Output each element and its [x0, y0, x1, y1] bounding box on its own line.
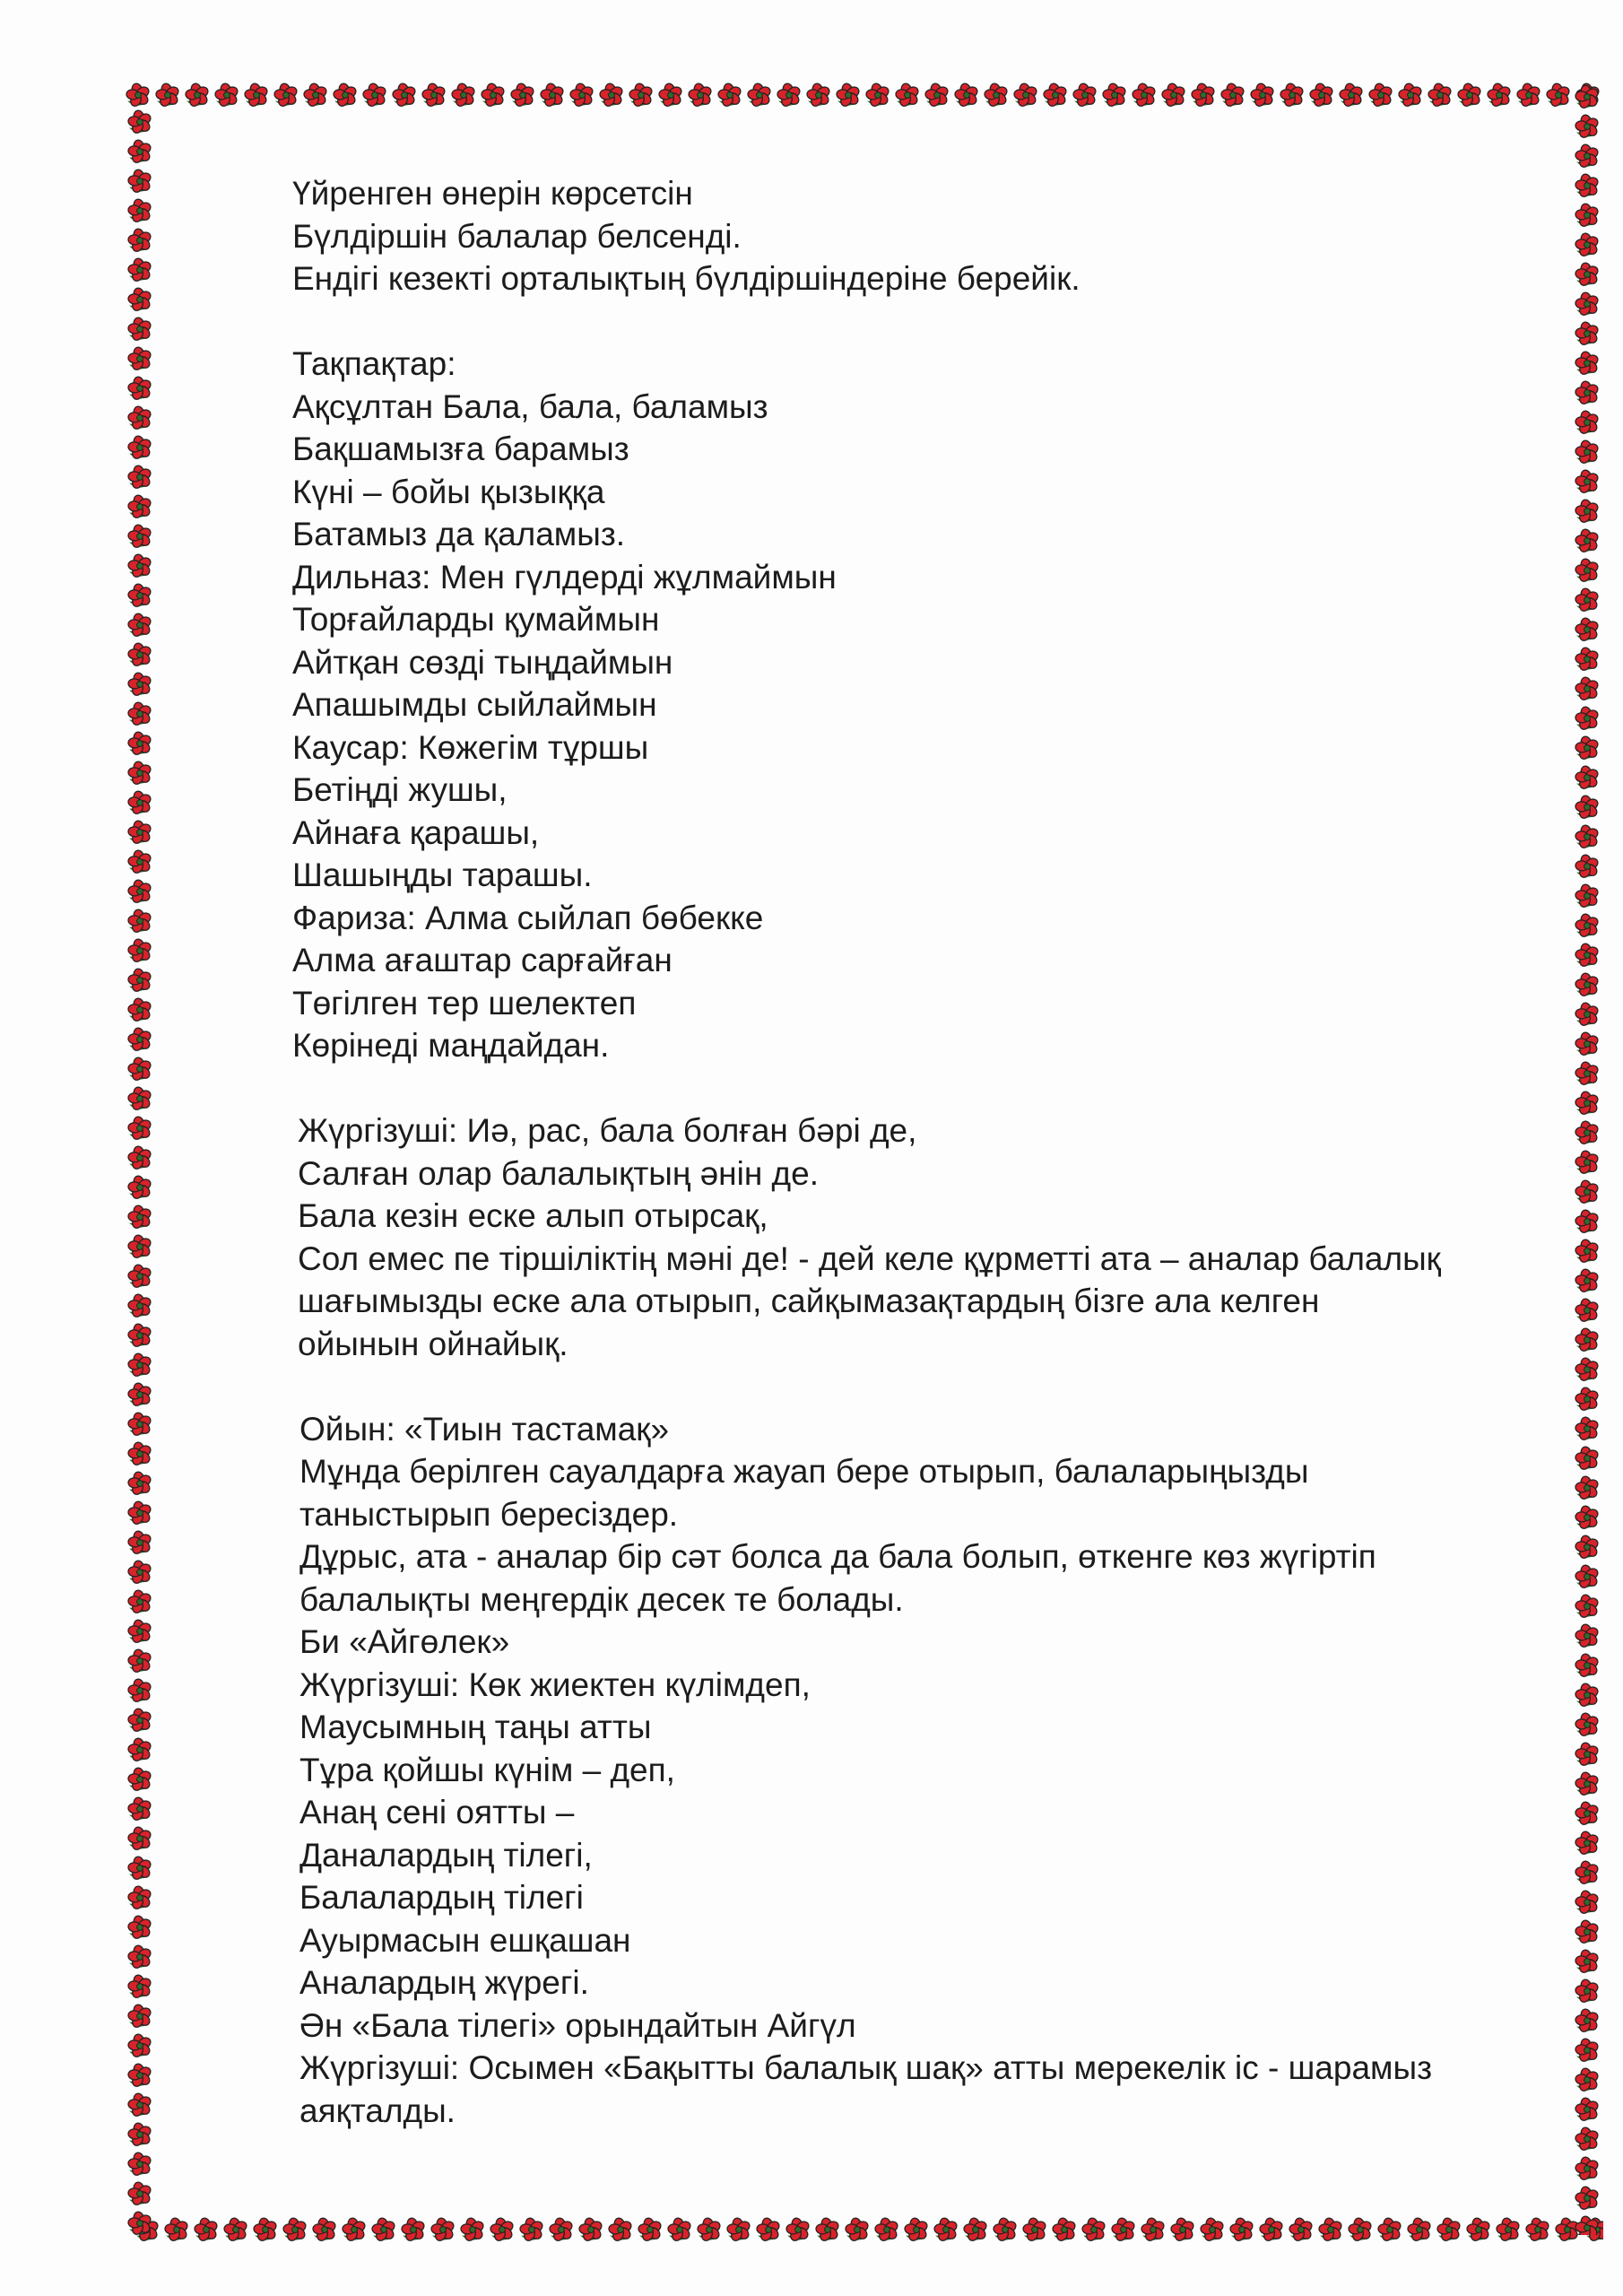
text-line: Ендігі кезекті орталықтың бүлдіршіндеріне берейік.	[292, 260, 1081, 297]
flower-icon	[1071, 81, 1100, 109]
flower-icon	[153, 81, 183, 109]
text-line: Жүргізуші: Иә, рас, бала болған бәрі де,	[298, 1112, 917, 1149]
flower-icon	[577, 2215, 606, 2244]
text-line: Батамыз да қаламыз.	[292, 516, 626, 552]
flower-icon	[745, 81, 775, 109]
flower-icon	[1011, 81, 1041, 109]
flower-icon	[1198, 2215, 1228, 2244]
flower-icon	[1573, 83, 1602, 111]
text-line: Ауырмасын ешқашан	[299, 1921, 631, 1959]
flower-icon	[126, 2120, 155, 2149]
flower-icon	[126, 611, 155, 639]
flower-icon	[1405, 2215, 1435, 2244]
flower-icon	[281, 2215, 310, 2244]
flower-icon	[754, 2215, 784, 2244]
flower-icon	[1346, 2215, 1376, 2244]
flower-icon	[126, 1617, 155, 1646]
flower-icon	[126, 1114, 155, 1143]
flower-icon	[420, 81, 449, 109]
flower-icon	[126, 670, 155, 699]
floral-border-left	[124, 108, 156, 2242]
text-line: Айнаға қарашы,	[292, 813, 540, 851]
flower-icon	[126, 2061, 155, 2090]
flower-icon	[192, 2215, 221, 2244]
flower-icon	[340, 2215, 369, 2244]
text-line: Бетіңді жушы,	[292, 771, 508, 808]
flower-icon	[126, 1676, 155, 1705]
flower-icon	[1337, 81, 1367, 109]
flower-icon	[1573, 142, 1602, 170]
flower-icon	[775, 81, 804, 109]
flower-icon	[1130, 81, 1159, 109]
flower-icon	[804, 81, 834, 109]
flower-icon	[126, 700, 155, 728]
flower-icon	[126, 1854, 155, 1883]
flower-icon	[1041, 81, 1071, 109]
flower-icon	[126, 196, 155, 225]
flower-icon	[126, 936, 155, 965]
flower-icon	[893, 81, 923, 109]
text-line: Торғайларды қумаймын	[292, 601, 660, 638]
flower-icon	[458, 2215, 488, 2244]
flower-icon	[872, 2215, 902, 2244]
flower-icon	[636, 2215, 665, 2244]
flower-icon	[126, 167, 155, 196]
text-line: Салған олар балалықтың әнін де.	[298, 1154, 819, 1192]
flower-icon	[124, 81, 153, 109]
flower-icon	[126, 2091, 155, 2119]
flower-icon	[627, 81, 656, 109]
flower-icon	[126, 1972, 155, 2001]
flower-icon	[1139, 2215, 1168, 2244]
flower-icon	[126, 1173, 155, 1202]
floral-border-top	[124, 79, 1605, 111]
flower-icon	[1316, 2215, 1346, 2244]
text-line: Каусар: Көжегім тұршы	[292, 728, 649, 766]
flower-icon	[1573, 2154, 1602, 2183]
flower-icon	[126, 581, 155, 610]
flower-icon	[1100, 81, 1130, 109]
flower-icon	[126, 1292, 155, 1320]
flower-icon	[547, 2215, 577, 2244]
text-line: Үйренген өнерін көрсетсін	[292, 175, 693, 212]
text-line: Айтқан сөзді тыңдаймын	[292, 643, 673, 681]
flower-icon	[126, 2209, 155, 2238]
flower-icon	[126, 818, 155, 847]
flower-icon	[991, 2215, 1020, 2244]
flower-icon	[923, 81, 952, 109]
text-line: Дильназ: Мен гүлдерді жұлмаймын	[292, 558, 837, 596]
flower-icon	[429, 2215, 458, 2244]
flower-icon	[126, 1647, 155, 1675]
flower-icon	[665, 2215, 695, 2244]
flower-icon	[126, 1499, 155, 1527]
flower-icon	[932, 2215, 961, 2244]
flower-icon	[1228, 2215, 1257, 2244]
flower-icon	[517, 2215, 547, 2244]
flower-icon	[1573, 112, 1602, 141]
flower-icon	[126, 729, 155, 758]
text-line: Бақшамызға барамыз	[292, 430, 629, 467]
flower-icon	[310, 2215, 340, 2244]
floral-border-bottom	[133, 2213, 1603, 2246]
flower-icon	[126, 226, 155, 255]
flower-icon	[242, 81, 272, 109]
flower-icon	[1080, 2215, 1109, 2244]
flower-icon	[961, 2215, 991, 2244]
flower-icon	[126, 1410, 155, 1439]
text-line: Маусымның таңы атты	[299, 1709, 652, 1745]
flower-icon	[126, 788, 155, 817]
flower-icon	[126, 552, 155, 580]
flower-icon	[399, 2215, 429, 2244]
flower-icon	[1544, 81, 1574, 109]
flower-icon	[1159, 81, 1189, 109]
flower-icon	[1367, 81, 1396, 109]
flower-icon	[834, 81, 864, 109]
flower-icon	[538, 81, 568, 109]
flower-icon	[479, 81, 508, 109]
text-line: Жүргізуші: Көк жиектен күлімдеп,	[299, 1665, 811, 1703]
flower-icon	[1396, 81, 1426, 109]
flower-icon	[1278, 81, 1307, 109]
flower-icon	[126, 1913, 155, 1942]
flower-icon	[126, 1144, 155, 1172]
flower-icon	[126, 1351, 155, 1379]
flower-icon	[1050, 2215, 1080, 2244]
text-line: Бала кезін еске алып отырсақ,	[298, 1197, 768, 1234]
flower-icon	[126, 2150, 155, 2179]
flower-icon	[126, 1380, 155, 1409]
flower-icon	[1464, 2215, 1494, 2244]
text-line: Балалардың тілегі	[299, 1879, 584, 1916]
text-line: Апашымды сыйлаймын	[292, 686, 657, 723]
flower-icon	[1257, 2215, 1287, 2244]
flower-icon	[126, 137, 155, 166]
section-heading: Ойын: «Тиын тастамақ»	[299, 1410, 670, 1448]
flower-icon	[126, 433, 155, 462]
text-line: Жүргізуші: Осымен «Бақытты балалық шақ» атты мерекелік іс - шарамыз	[299, 2049, 1433, 2086]
flower-icon	[1573, 2213, 1602, 2235]
flower-icon	[126, 1232, 155, 1261]
text-line: Күні – бойы қызыққа	[292, 473, 605, 510]
flower-icon	[126, 1587, 155, 1616]
flower-icon	[126, 848, 155, 876]
text-line: Тұра қойшы күнім – деп,	[299, 1751, 675, 1788]
flower-icon	[843, 2215, 872, 2244]
text-line: Дұрыс, ата - аналар бір сәт болса да бала болып, өткенге көз жүгіртіп	[299, 1538, 1376, 1575]
flower-icon	[126, 522, 155, 551]
flower-icon	[126, 1203, 155, 1231]
flower-icon	[213, 81, 242, 109]
flower-icon	[126, 344, 155, 373]
flower-icon	[126, 1084, 155, 1113]
flower-icon	[126, 463, 155, 491]
flower-icon	[813, 2215, 843, 2244]
flower-icon	[1189, 81, 1219, 109]
flower-icon	[162, 2215, 192, 2244]
flower-icon	[126, 996, 155, 1024]
flower-icon	[221, 2215, 251, 2244]
flower-icon	[1109, 2215, 1139, 2244]
text-line: Аналардың жүрегі.	[299, 1964, 589, 2001]
flower-icon	[1219, 81, 1248, 109]
flower-icon	[864, 81, 893, 109]
flower-icon	[126, 1528, 155, 1557]
intro-block	[292, 172, 1584, 300]
flower-icon	[695, 2215, 725, 2244]
text-line: Би «Айгөлек»	[299, 1623, 510, 1660]
flower-icon	[449, 81, 479, 109]
text-line: шағымызды еске ала отырып, сайқымазақтардың бізге ала келген	[298, 1283, 1320, 1319]
flower-icon	[126, 759, 155, 787]
flower-icon	[126, 1824, 155, 1853]
flower-icon	[126, 877, 155, 906]
flower-icon	[126, 1943, 155, 1971]
flower-icon	[126, 108, 155, 136]
flower-icon	[126, 907, 155, 935]
flower-icon	[1376, 2215, 1405, 2244]
flower-icon	[331, 81, 360, 109]
flower-icon	[369, 2215, 399, 2244]
host-speech-block	[298, 1109, 1584, 1365]
flower-icon	[126, 1055, 155, 1083]
flower-icon	[686, 81, 716, 109]
flower-icon	[126, 2002, 155, 2031]
text-line: аяқталды.	[299, 2092, 456, 2129]
flower-icon	[1455, 81, 1485, 109]
flower-icon	[784, 2215, 813, 2244]
flower-icon	[126, 2179, 155, 2208]
flower-icon	[126, 640, 155, 669]
text-line: Бүлдіршін балалар белсенді.	[292, 217, 742, 255]
flower-icon	[1485, 81, 1515, 109]
flower-icon	[126, 1706, 155, 1735]
document-text	[292, 172, 1584, 2132]
flower-icon	[126, 1765, 155, 1794]
text-line: Анаң сені оятты –	[299, 1794, 575, 1831]
flower-icon	[390, 81, 420, 109]
text-line: Ақсұлтан Бала, бала, баламыз	[292, 387, 768, 425]
flower-icon	[952, 81, 982, 109]
flower-icon	[1494, 2215, 1523, 2244]
flower-icon	[1287, 2215, 1316, 2244]
text-line: Алма ағаштар сарғайған	[292, 942, 673, 978]
text-line: Шашыңды тарашы.	[292, 857, 593, 893]
text-line: Көрінеді маңдайдан.	[292, 1027, 610, 1064]
flower-icon	[1020, 2215, 1050, 2244]
flower-icon	[126, 1025, 155, 1054]
flower-icon	[488, 2215, 517, 2244]
section-heading: Тақпақтар:	[292, 345, 456, 382]
flower-icon	[1573, 2184, 1602, 2213]
flower-icon	[126, 1883, 155, 1912]
flower-icon	[126, 1735, 155, 1764]
flower-icon	[1435, 2215, 1464, 2244]
flower-icon	[272, 81, 301, 109]
flower-icon	[1515, 81, 1544, 109]
flower-icon	[716, 81, 745, 109]
flower-icon	[301, 81, 331, 109]
text-line: Мұнда берілген сауалдарға жауап бере отырып, балаларыңызды	[299, 1453, 1309, 1490]
flower-icon	[597, 81, 627, 109]
flower-icon	[126, 315, 155, 344]
flower-icon	[656, 81, 686, 109]
text-line: Төгілген тер шелектеп	[292, 984, 637, 1022]
flower-icon	[126, 2031, 155, 2060]
flower-icon	[251, 2215, 281, 2244]
flower-icon	[1307, 81, 1337, 109]
text-line: таныстырып бересіздер.	[299, 1495, 679, 1533]
flower-icon	[1523, 2215, 1553, 2244]
text-line: Сол емес пе тіршіліктің мәні де! - дей келе құрметті ата – аналар балалық	[298, 1239, 1441, 1277]
text-line: балалықты меңгердік десек те болады.	[299, 1580, 904, 1618]
flower-icon	[902, 2215, 932, 2244]
flower-icon	[126, 1558, 155, 1587]
flower-icon	[126, 1469, 155, 1498]
flower-icon	[126, 256, 155, 284]
flower-icon	[1168, 2215, 1198, 2244]
flower-icon	[126, 285, 155, 314]
flower-icon	[126, 374, 155, 403]
flower-icon	[126, 1321, 155, 1350]
flower-icon	[126, 404, 155, 432]
text-line: ойынын ойнайық.	[298, 1325, 568, 1362]
flower-icon	[1248, 81, 1278, 109]
text-line: Даналардың тілегі,	[299, 1836, 593, 1874]
flower-icon	[1426, 81, 1455, 109]
flower-icon	[126, 1262, 155, 1291]
text-line: Фариза: Алма сыйлап бөбекке	[292, 899, 764, 936]
flower-icon	[126, 966, 155, 995]
flower-icon	[360, 81, 390, 109]
takpaktar-block	[292, 343, 1584, 1067]
flower-icon	[508, 81, 538, 109]
flower-icon	[725, 2215, 754, 2244]
flower-icon	[126, 492, 155, 521]
flower-icon	[183, 81, 213, 109]
flower-icon	[126, 1439, 155, 1468]
flower-icon	[126, 1795, 155, 1823]
flower-icon	[568, 81, 597, 109]
text-line: Ән «Бала тілегі» орындайтын Айгүл	[299, 2006, 856, 2044]
flower-icon	[606, 2215, 636, 2244]
flower-icon	[982, 81, 1011, 109]
game-and-song-block	[299, 1408, 1584, 2133]
